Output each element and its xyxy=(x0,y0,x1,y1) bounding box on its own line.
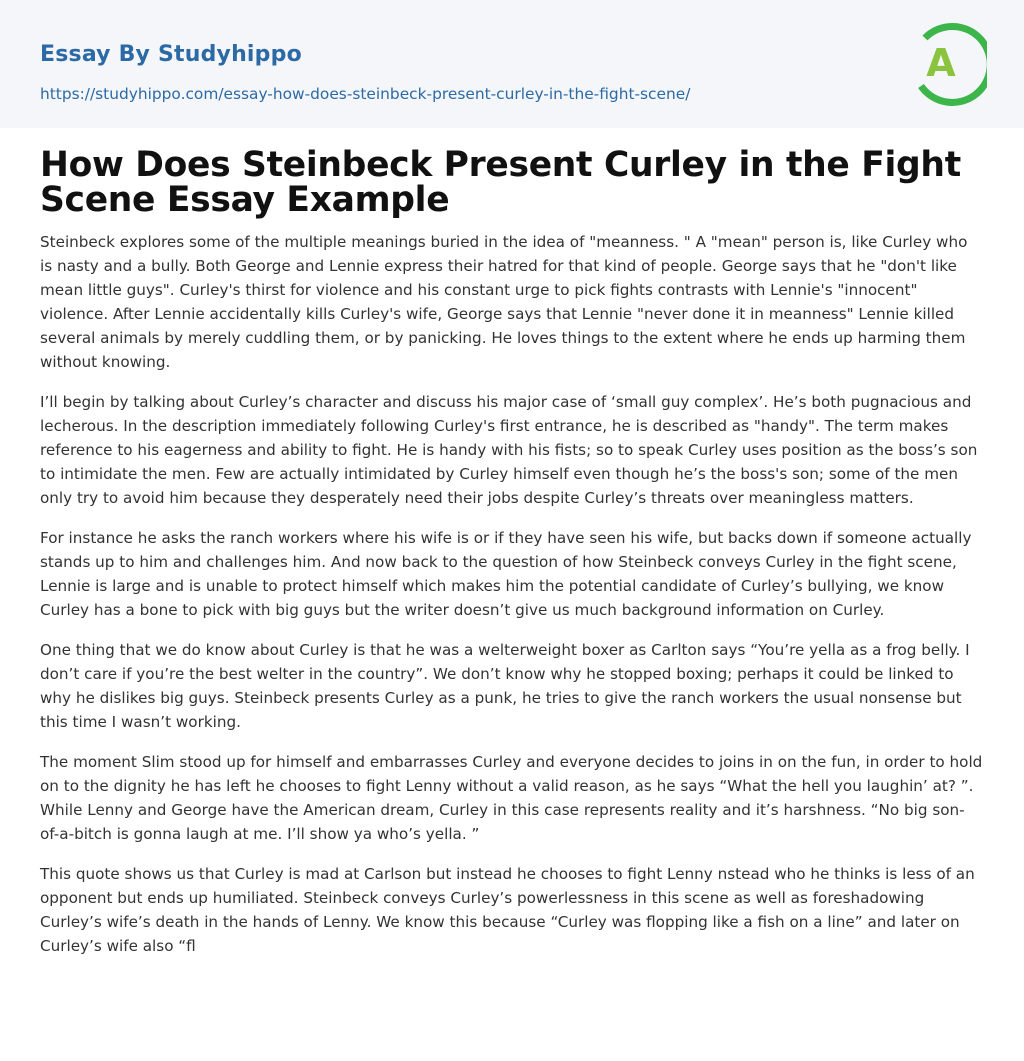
article-content xyxy=(40,145,984,974)
essay-paragraph-5: The moment Slim stood up for himself and embarrasses Curley and everyone decides to joins in on the fun, in order to hold on to the dignity he has left he chooses to fight Lenny without a valid reason, as he says “What the hell you laughin’ at? ”. While Lenny and George have the American dream, Curley in this case represents reality and it’s harshness. “No big son-of-a-bitch is gonna laugh at me. I’ll show ya who’s yella. ” xyxy=(40,753,983,843)
studyhippo-logo-icon[interactable] xyxy=(911,18,987,106)
essay-paragraph-1: Steinbeck explores some of the multiple meanings buried in the idea of "meanness. " A "mean" person is, like Curley who is nasty and a bully. Both George and Lennie express their hatred for that kind of people. George says that he "don't like mean little guys". Curley's thirst for violence and his constant urge to pick fights contrasts with Lennie's "innocent" violence. After Lennie accidentally kills Curley's wife, George says that Lennie "never done it in meanness" Lennie killed several animals by merely cuddling them, or by panicking. He loves things to the extent where he ends up harming them without knowing. xyxy=(40,233,968,371)
essay-paragraph-4: One thing that we do know about Curley is that he was a welterweight boxer as Carlton says “You’re yella as a frog belly. I don’t care if you’re the best welter in the country”. We don’t know why he stopped boxing; perhaps it could be linked to why he dislikes big guys. Steinbeck presents Curley as a punk, he tries to give the ranch workers the usual nonsense but this time I wasn’t working. xyxy=(40,641,970,731)
site-header xyxy=(0,0,1024,128)
site-title[interactable]: Essay By Studyhippo xyxy=(40,42,302,67)
essay-url-link[interactable]: https://studyhippo.com/essay-how-does-steinbeck-present-curley-in-the-fight-scene/ xyxy=(40,85,691,103)
essay-paragraph-3: For instance he asks the ranch workers where his wife is or if they have seen his wife, but backs down if someone actually stands up to him and challenges him. And now back to the question of how Steinbeck conveys Curley in the fight scene, Lennie is large and is unable to protect himself which makes him the potential candidate of Curley’s bullying, we know Curley has a bone to pick with big guys but the writer doesn’t give us much background information on Curley. xyxy=(40,529,972,619)
essay-paragraph-2: I’ll begin by talking about Curley’s character and discuss his major case of ‘small guy complex’. He’s both pugnacious and lecherous. In the description immediately following Curley's first entrance, he is described as "handy". The term makes reference to his eagerness and ability to fight. He is handy with his fists; so to speak Curley uses position as the boss’s son to intimidate the men. Few are actually intimidated by Curley himself even though he’s the boss's son; some of the men only try to avoid him because they desperately need their jobs despite Curley’s threats over meaningless matters. xyxy=(40,393,978,507)
essay-paragraph-6: This quote shows us that Curley is mad at Carlson but instead he chooses to fight Lenny nstead who he thinks is less of an opponent but ends up humiliated. Steinbeck conveys Curley’s powerlessness in this scene as well as foreshadowing Curley’s wife’s death in the hands of Lenny. We know this because “Curley was flopping like a fish on a line” and later on Curley’s wife also “fl xyxy=(40,865,975,955)
logo-letter: A xyxy=(926,41,956,85)
page-title: How Does Steinbeck Present Curley in the Fight Scene Essay Example xyxy=(40,145,961,220)
